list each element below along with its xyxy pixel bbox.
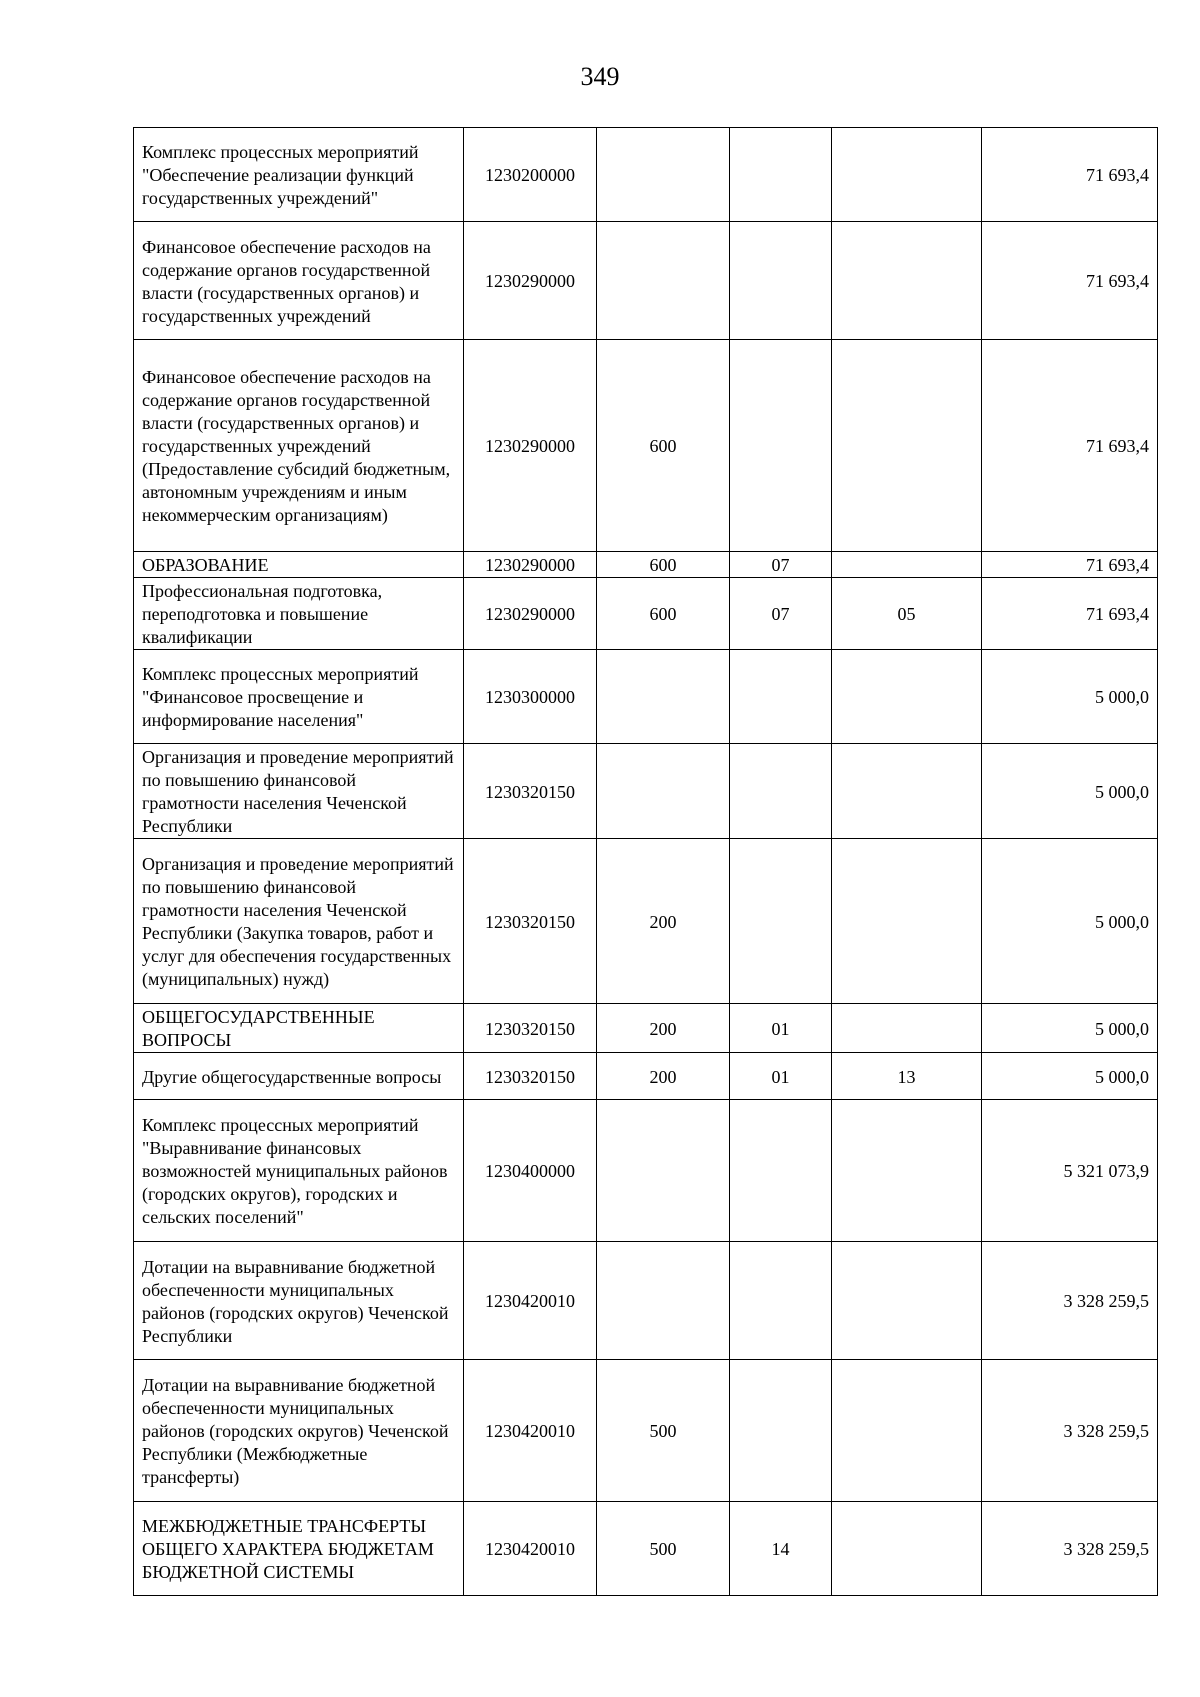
- row-csr-cell: 1230290000: [464, 552, 597, 578]
- table-row: [134, 1242, 1158, 1360]
- row-rz-cell: 07: [730, 552, 832, 578]
- row-rz-cell: 14: [730, 1502, 832, 1596]
- row-rz-cell: 01: [730, 1053, 832, 1100]
- row-csr-cell: 1230290000: [464, 340, 597, 552]
- row-name-cell: ОБРАЗОВАНИЕ: [134, 552, 464, 578]
- row-rz-cell: 07: [730, 578, 832, 650]
- row-vr-cell: [597, 744, 730, 839]
- row-vr-cell: 600: [597, 340, 730, 552]
- row-amount-cell: 71 693,4: [982, 128, 1158, 222]
- row-vr-cell: [597, 650, 730, 744]
- row-rz-cell: [730, 1100, 832, 1242]
- row-pr-cell: 13: [832, 1053, 982, 1100]
- row-pr-cell: [832, 552, 982, 578]
- row-vr-cell: 200: [597, 839, 730, 1004]
- row-csr-cell: 1230420010: [464, 1242, 597, 1360]
- row-vr-cell: [597, 1100, 730, 1242]
- table-row: [134, 1100, 1158, 1242]
- row-vr-cell: 200: [597, 1053, 730, 1100]
- row-pr-cell: [832, 650, 982, 744]
- row-amount-cell: 3 328 259,5: [982, 1242, 1158, 1360]
- row-name-cell: ОБЩЕГОСУДАРСТВЕННЫЕ ВОПРОСЫ: [134, 1004, 464, 1053]
- table-row: [134, 839, 1158, 1004]
- row-amount-cell: 71 693,4: [982, 222, 1158, 340]
- row-rz-cell: [730, 1242, 832, 1360]
- row-vr-cell: [597, 128, 730, 222]
- row-amount-cell: 5 000,0: [982, 839, 1158, 1004]
- budget-table-body: [134, 128, 1158, 1596]
- row-rz-cell: [730, 340, 832, 552]
- row-pr-cell: [832, 1100, 982, 1242]
- table-row: [134, 552, 1158, 578]
- row-vr-cell: 600: [597, 578, 730, 650]
- row-amount-cell: 71 693,4: [982, 552, 1158, 578]
- row-amount-cell: 5 000,0: [982, 744, 1158, 839]
- row-csr-cell: 1230300000: [464, 650, 597, 744]
- row-name-cell: Дотации на выравнивание бюджетной обеспеченности муниципальных районов (городских округов) Чеченской Республики (Межбюджетные трансферты): [134, 1360, 464, 1502]
- row-vr-cell: 200: [597, 1004, 730, 1053]
- row-pr-cell: [832, 1360, 982, 1502]
- table-row: [134, 340, 1158, 552]
- row-rz-cell: [730, 650, 832, 744]
- row-rz-cell: 01: [730, 1004, 832, 1053]
- row-name-cell: Дотации на выравнивание бюджетной обеспеченности муниципальных районов (городских округов) Чеченской Республики: [134, 1242, 464, 1360]
- row-amount-cell: 3 328 259,5: [982, 1502, 1158, 1596]
- table-row: [134, 1360, 1158, 1502]
- row-name-cell: Комплекс процессных мероприятий "Обеспечение реализации функций государственных учреждений": [134, 128, 464, 222]
- row-rz-cell: [730, 1360, 832, 1502]
- row-pr-cell: [832, 128, 982, 222]
- row-amount-cell: 3 328 259,5: [982, 1360, 1158, 1502]
- row-amount-cell: 71 693,4: [982, 340, 1158, 552]
- row-name-cell: МЕЖБЮДЖЕТНЫЕ ТРАНСФЕРТЫ ОБЩЕГО ХАРАКТЕРА БЮДЖЕТАМ БЮДЖЕТНОЙ СИСТЕМЫ: [134, 1502, 464, 1596]
- row-rz-cell: [730, 744, 832, 839]
- row-name-cell: Финансовое обеспечение расходов на содержание органов государственной власти (государственных органов) и государственных учреждений: [134, 222, 464, 340]
- table-row: [134, 1502, 1158, 1596]
- row-vr-cell: 600: [597, 552, 730, 578]
- row-amount-cell: 5 321 073,9: [982, 1100, 1158, 1242]
- table-row: [134, 128, 1158, 222]
- row-name-cell: Комплекс процессных мероприятий "Финансовое просвещение и информирование населения": [134, 650, 464, 744]
- row-pr-cell: [832, 222, 982, 340]
- table-row: [134, 1004, 1158, 1053]
- table-row: [134, 222, 1158, 340]
- row-csr-cell: 1230400000: [464, 1100, 597, 1242]
- row-rz-cell: [730, 128, 832, 222]
- row-name-cell: Профессиональная подготовка, переподготовка и повышение квалификации: [134, 578, 464, 650]
- row-csr-cell: 1230320150: [464, 744, 597, 839]
- row-pr-cell: 05: [832, 578, 982, 650]
- row-vr-cell: 500: [597, 1502, 730, 1596]
- table-row: [134, 1053, 1158, 1100]
- row-vr-cell: [597, 1242, 730, 1360]
- row-vr-cell: [597, 222, 730, 340]
- row-csr-cell: 1230320150: [464, 1004, 597, 1053]
- row-rz-cell: [730, 222, 832, 340]
- row-pr-cell: [832, 340, 982, 552]
- row-csr-cell: 1230290000: [464, 578, 597, 650]
- table-row: [134, 650, 1158, 744]
- row-pr-cell: [832, 1502, 982, 1596]
- row-amount-cell: 5 000,0: [982, 650, 1158, 744]
- row-name-cell: Организация и проведение мероприятий по повышению финансовой грамотности населения Чеченской Республики: [134, 744, 464, 839]
- row-name-cell: Финансовое обеспечение расходов на содержание органов государственной власти (государственных органов) и государственных учреждений (Предоставление субсидий бюджетным, автономным учреждениям и иным некоммерческим организациям): [134, 340, 464, 552]
- row-amount-cell: 5 000,0: [982, 1004, 1158, 1053]
- row-pr-cell: [832, 1242, 982, 1360]
- row-csr-cell: 1230420010: [464, 1502, 597, 1596]
- row-vr-cell: 500: [597, 1360, 730, 1502]
- row-pr-cell: [832, 744, 982, 839]
- page-number: 349: [580, 62, 620, 91]
- row-name-cell: Другие общегосударственные вопросы: [134, 1053, 464, 1100]
- row-amount-cell: 5 000,0: [982, 1053, 1158, 1100]
- row-csr-cell: 1230290000: [464, 222, 597, 340]
- row-pr-cell: [832, 1004, 982, 1053]
- row-csr-cell: 1230320150: [464, 839, 597, 1004]
- table-row: [134, 578, 1158, 650]
- row-pr-cell: [832, 839, 982, 1004]
- row-name-cell: Организация и проведение мероприятий по повышению финансовой грамотности населения Чеченской Республики (Закупка товаров, работ и услуг для обеспечения государственных (муниципальных) нужд): [134, 839, 464, 1004]
- row-name-cell: Комплекс процессных мероприятий "Выравнивание финансовых возможностей муниципальных районов (городских округов), городских и сельских поселений": [134, 1100, 464, 1242]
- row-csr-cell: 1230420010: [464, 1360, 597, 1502]
- table-row: [134, 744, 1158, 839]
- row-csr-cell: 1230320150: [464, 1053, 597, 1100]
- row-rz-cell: [730, 839, 832, 1004]
- row-amount-cell: 71 693,4: [982, 578, 1158, 650]
- row-csr-cell: 1230200000: [464, 128, 597, 222]
- budget-table: [133, 127, 1158, 1596]
